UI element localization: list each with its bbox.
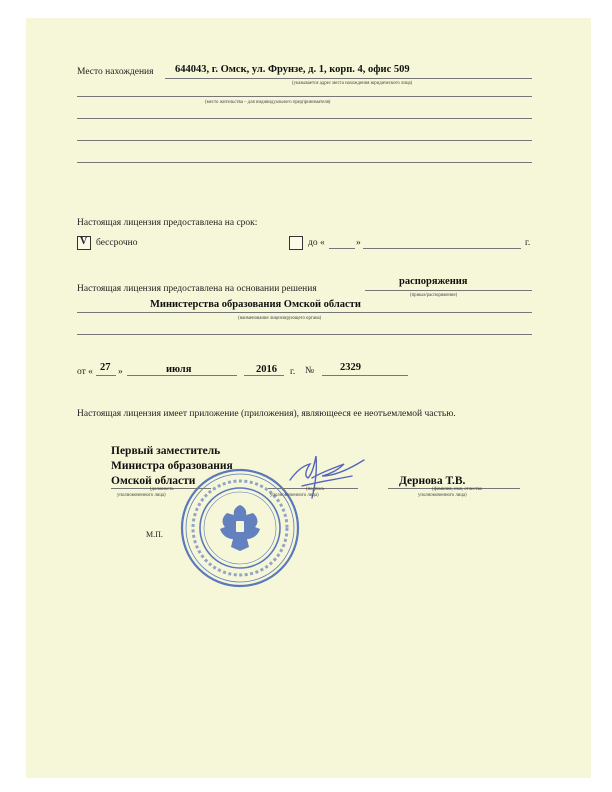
position-line-1: Первый заместитель (111, 445, 221, 457)
position-line-2: Министра образования (111, 460, 233, 472)
authority-line (77, 312, 532, 313)
address-caption: (указывается адрес места нахождения юридического лица) (292, 81, 413, 86)
sign-caption-1: (подпись (306, 487, 325, 492)
name-caption-2: уполномоченного лица) (418, 493, 467, 498)
check-mark: V (80, 236, 88, 247)
authority-value: Министерства образования Омской области (150, 299, 361, 310)
blank-line-4 (77, 334, 532, 335)
date-prefix: от « (77, 367, 93, 377)
residence-caption: (место жительства – для индивидуального предпринимателя) (205, 100, 331, 105)
unlimited-option-label: бессрочно (96, 238, 138, 248)
until-day-line (329, 248, 355, 249)
decision-line (365, 290, 532, 291)
appendix-note: Настоящая лицензия имеет приложение (приложения), являющееся ее неотъемлемой частью. (77, 409, 456, 419)
authority-caption: (наименование лицензирующего органа) (238, 316, 322, 321)
blank-line-1 (77, 118, 532, 119)
date-month: июля (166, 364, 192, 375)
term-label: Настоящая лицензия предоставлена на срок: (77, 218, 258, 228)
location-value: 644043, г. Омск, ул. Фрунзе, д. 1, корп. 4, офис 509 (175, 64, 410, 75)
decision-caption: (приказ/распоряжение) (410, 293, 458, 298)
license-page (26, 18, 591, 778)
date-year-suffix: г. (290, 367, 296, 377)
position-line-3: Омской области (111, 475, 196, 487)
location-line (165, 78, 532, 79)
date-year-line (244, 375, 284, 376)
number-line (322, 375, 408, 376)
name-caption-1: (фамилия, имя, отчество (432, 487, 483, 492)
until-option-label: до « (308, 238, 325, 248)
until-year-suffix: г. (525, 238, 531, 248)
residence-line (77, 96, 532, 97)
blank-line-2 (77, 140, 532, 141)
sign-caption-2: уполномоченного лица) (270, 493, 319, 498)
number-sign: № (305, 366, 315, 376)
location-label: Место нахождения (77, 67, 154, 77)
date-year: 2016 (256, 364, 277, 375)
date-day-close: » (118, 367, 123, 377)
stamp-place-label: М.П. (146, 530, 163, 539)
position-caption-2: уполномоченного лица) (117, 493, 166, 498)
date-month-line (127, 375, 237, 376)
position-caption-1: (должность (150, 487, 174, 492)
signer-name: Дернова Т.В. (399, 475, 466, 487)
until-checkbox (289, 236, 303, 250)
date-day: 27 (100, 362, 111, 373)
unlimited-checkbox (77, 236, 91, 250)
basis-label: Настоящая лицензия предоставлена на основании решения (77, 284, 317, 294)
license-number: 2329 (340, 362, 361, 373)
decision-type: распоряжения (399, 276, 468, 287)
date-day-line (96, 375, 116, 376)
until-month-line (363, 248, 521, 249)
until-quote-close: » (356, 238, 361, 248)
blank-line-3 (77, 162, 532, 163)
